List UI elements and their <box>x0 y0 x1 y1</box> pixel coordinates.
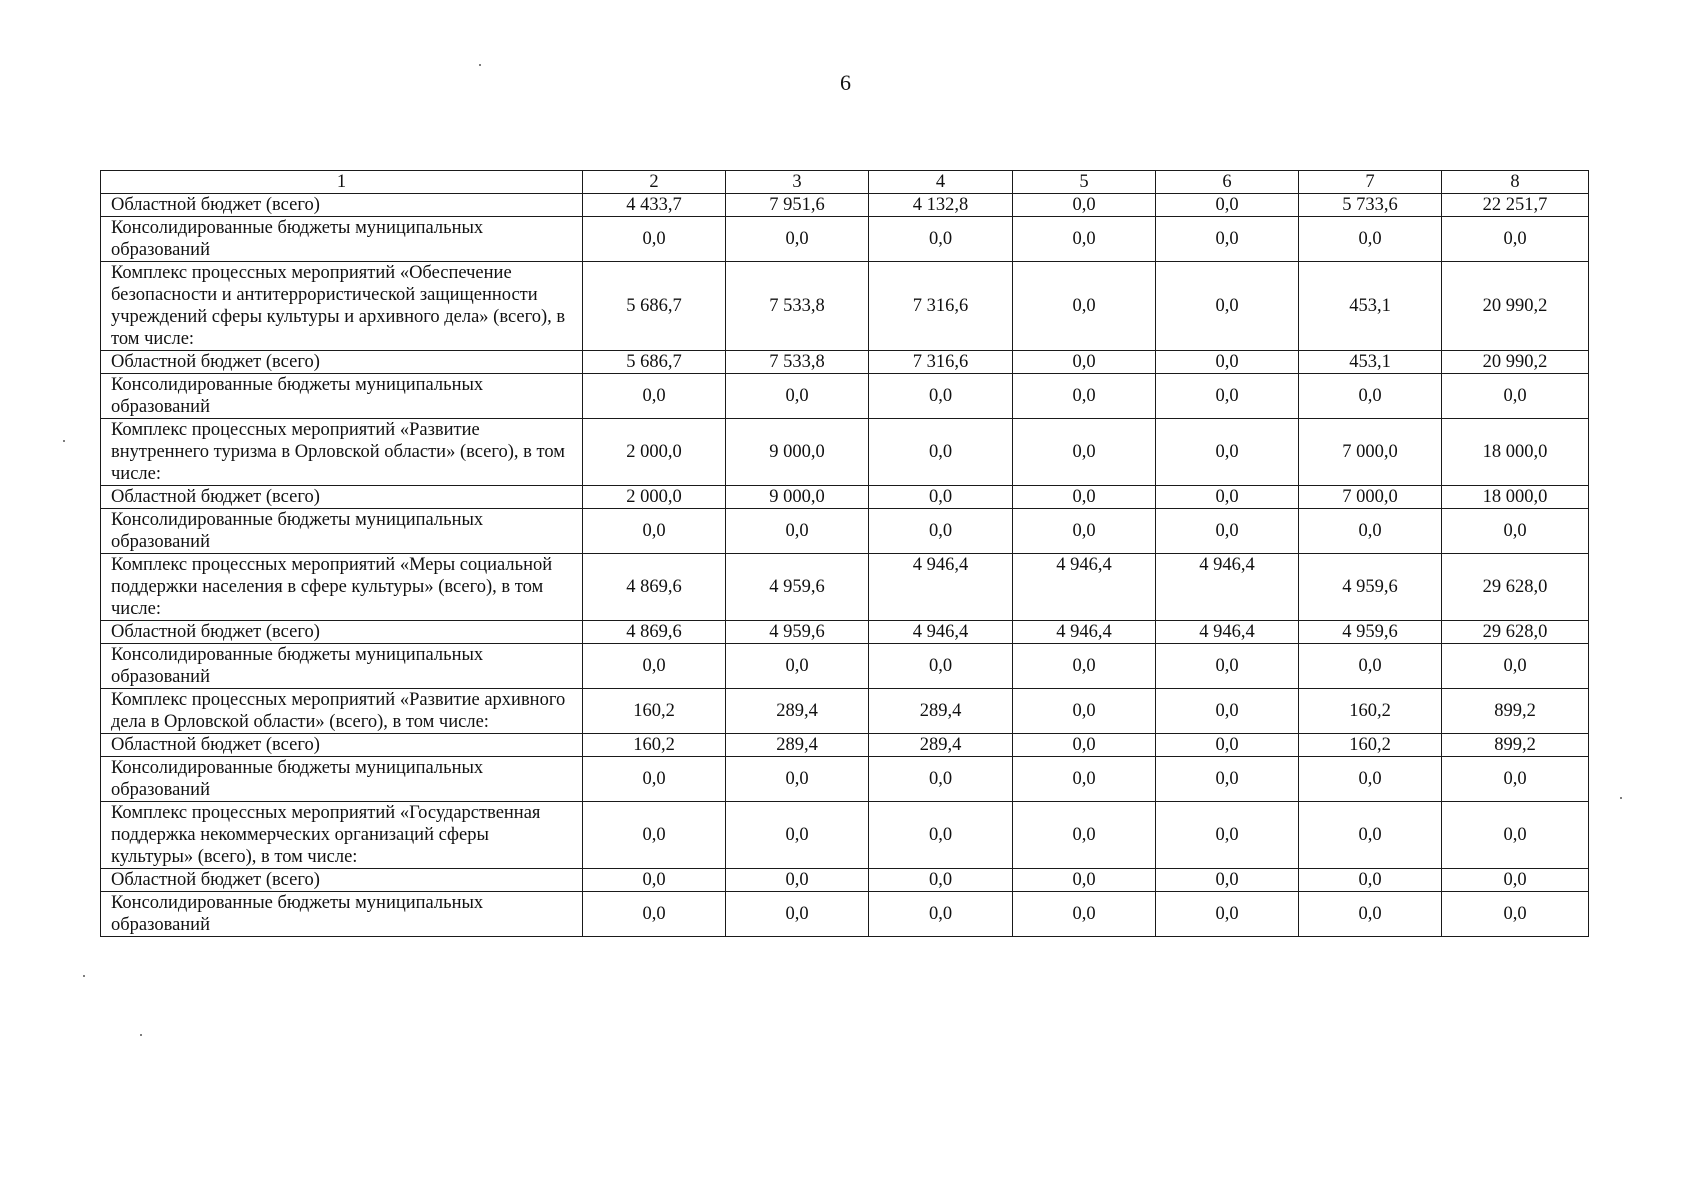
value-cell: 4 959,6 <box>726 554 869 621</box>
value-cell: 0,0 <box>1442 374 1589 419</box>
table-row <box>101 689 1589 734</box>
row-label: Областной бюджет (всего) <box>101 621 583 644</box>
value-cell: 0,0 <box>583 374 726 419</box>
value-cell: 9 000,0 <box>726 419 869 486</box>
value-cell: 0,0 <box>583 509 726 554</box>
value-cell: 0,0 <box>1299 892 1442 937</box>
value-cell: 7 533,8 <box>726 262 869 351</box>
value-cell: 4 946,4 <box>869 554 1013 621</box>
value-cell: 0,0 <box>1156 351 1299 374</box>
value-cell: 0,0 <box>726 892 869 937</box>
value-cell: 18 000,0 <box>1442 486 1589 509</box>
row-label: Областной бюджет (всего) <box>101 351 583 374</box>
column-header: 4 <box>869 171 1013 194</box>
row-label: Комплекс процессных мероприятий «Развитие внутреннего туризма в Орловской области» (всего), в том числе: <box>101 419 583 486</box>
budget-table <box>100 170 1589 937</box>
value-cell: 22 251,7 <box>1442 194 1589 217</box>
value-cell: 0,0 <box>1299 374 1442 419</box>
table-row <box>101 351 1589 374</box>
value-cell: 0,0 <box>869 374 1013 419</box>
value-cell: 453,1 <box>1299 262 1442 351</box>
row-label: Консолидированные бюджеты муниципальных образований <box>101 217 583 262</box>
table-row <box>101 757 1589 802</box>
table-row <box>101 621 1589 644</box>
value-cell: 0,0 <box>1013 194 1156 217</box>
value-cell: 0,0 <box>869 509 1013 554</box>
value-cell: 0,0 <box>583 644 726 689</box>
row-label: Областной бюджет (всего) <box>101 734 583 757</box>
table-row <box>101 217 1589 262</box>
column-header: 2 <box>583 171 726 194</box>
value-cell: 0,0 <box>1156 374 1299 419</box>
value-cell: 0,0 <box>1013 419 1156 486</box>
value-cell: 20 990,2 <box>1442 262 1589 351</box>
row-label: Комплекс процессных мероприятий «Обеспечение безопасности и антитеррористической защищенности учреждений сферы культуры и архивного дела» (всего), в том числе: <box>101 262 583 351</box>
value-cell: 0,0 <box>1013 509 1156 554</box>
value-cell: 289,4 <box>726 689 869 734</box>
value-cell: 899,2 <box>1442 734 1589 757</box>
value-cell: 0,0 <box>1299 644 1442 689</box>
value-cell: 0,0 <box>869 486 1013 509</box>
value-cell: 0,0 <box>1156 802 1299 869</box>
value-cell: 7 951,6 <box>726 194 869 217</box>
value-cell: 4 946,4 <box>1013 554 1156 621</box>
table-row <box>101 486 1589 509</box>
value-cell: 0,0 <box>1013 757 1156 802</box>
value-cell: 0,0 <box>1013 734 1156 757</box>
table-row <box>101 644 1589 689</box>
value-cell: 0,0 <box>869 217 1013 262</box>
value-cell: 0,0 <box>1013 802 1156 869</box>
value-cell: 0,0 <box>726 217 869 262</box>
value-cell: 0,0 <box>1442 892 1589 937</box>
row-label: Консолидированные бюджеты муниципальных образований <box>101 644 583 689</box>
table-row <box>101 554 1589 621</box>
value-cell: 0,0 <box>1013 869 1156 892</box>
row-label: Комплекс процессных мероприятий «Государственная поддержка некоммерческих организаций сферы культуры» (всего), в том числе: <box>101 802 583 869</box>
value-cell: 20 990,2 <box>1442 351 1589 374</box>
value-cell: 29 628,0 <box>1442 621 1589 644</box>
value-cell: 4 959,6 <box>726 621 869 644</box>
value-cell: 0,0 <box>1013 217 1156 262</box>
value-cell: 0,0 <box>1013 351 1156 374</box>
value-cell: 7 000,0 <box>1299 486 1442 509</box>
value-cell: 0,0 <box>583 892 726 937</box>
value-cell: 0,0 <box>1442 509 1589 554</box>
value-cell: 4 869,6 <box>583 554 726 621</box>
value-cell: 0,0 <box>1299 217 1442 262</box>
value-cell: 4 959,6 <box>1299 621 1442 644</box>
table-row <box>101 194 1589 217</box>
value-cell: 0,0 <box>1442 757 1589 802</box>
value-cell: 0,0 <box>869 802 1013 869</box>
value-cell: 4 946,4 <box>869 621 1013 644</box>
value-cell: 0,0 <box>1299 509 1442 554</box>
value-cell: 289,4 <box>726 734 869 757</box>
value-cell: 0,0 <box>726 802 869 869</box>
value-cell: 0,0 <box>1013 262 1156 351</box>
value-cell: 0,0 <box>1156 734 1299 757</box>
value-cell: 4 869,6 <box>583 621 726 644</box>
value-cell: 0,0 <box>583 757 726 802</box>
column-header: 7 <box>1299 171 1442 194</box>
value-cell: 4 132,8 <box>869 194 1013 217</box>
row-label: Областной бюджет (всего) <box>101 194 583 217</box>
value-cell: 2 000,0 <box>583 419 726 486</box>
table-header-row <box>101 171 1589 194</box>
value-cell: 0,0 <box>869 869 1013 892</box>
column-header: 8 <box>1442 171 1589 194</box>
value-cell: 0,0 <box>726 757 869 802</box>
value-cell: 160,2 <box>1299 689 1442 734</box>
value-cell: 4 959,6 <box>1299 554 1442 621</box>
row-label: Областной бюджет (всего) <box>101 869 583 892</box>
row-label: Консолидированные бюджеты муниципальных образований <box>101 757 583 802</box>
value-cell: 0,0 <box>869 644 1013 689</box>
value-cell: 4 946,4 <box>1156 621 1299 644</box>
value-cell: 0,0 <box>1013 892 1156 937</box>
table-row <box>101 419 1589 486</box>
value-cell: 0,0 <box>726 509 869 554</box>
page-number: 6 <box>840 70 851 95</box>
value-cell: 0,0 <box>583 869 726 892</box>
value-cell: 160,2 <box>1299 734 1442 757</box>
row-label: Консолидированные бюджеты муниципальных образований <box>101 892 583 937</box>
value-cell: 7 316,6 <box>869 351 1013 374</box>
value-cell: 0,0 <box>1156 419 1299 486</box>
value-cell: 160,2 <box>583 689 726 734</box>
value-cell: 0,0 <box>726 374 869 419</box>
value-cell: 7 533,8 <box>726 351 869 374</box>
value-cell: 0,0 <box>1156 869 1299 892</box>
value-cell: 0,0 <box>1442 644 1589 689</box>
value-cell: 0,0 <box>1156 892 1299 937</box>
value-cell: 0,0 <box>1013 486 1156 509</box>
value-cell: 0,0 <box>583 217 726 262</box>
value-cell: 899,2 <box>1442 689 1589 734</box>
value-cell: 0,0 <box>1156 486 1299 509</box>
table-row <box>101 802 1589 869</box>
value-cell: 0,0 <box>1299 869 1442 892</box>
value-cell: 0,0 <box>1156 757 1299 802</box>
value-cell: 0,0 <box>869 419 1013 486</box>
table-row <box>101 509 1589 554</box>
value-cell: 2 000,0 <box>583 486 726 509</box>
value-cell: 0,0 <box>726 869 869 892</box>
value-cell: 18 000,0 <box>1442 419 1589 486</box>
value-cell: 0,0 <box>1156 217 1299 262</box>
value-cell: 5 733,6 <box>1299 194 1442 217</box>
column-header: 3 <box>726 171 869 194</box>
value-cell: 0,0 <box>1156 194 1299 217</box>
row-label: Областной бюджет (всего) <box>101 486 583 509</box>
value-cell: 0,0 <box>869 892 1013 937</box>
table-row <box>101 262 1589 351</box>
value-cell: 0,0 <box>1156 509 1299 554</box>
value-cell: 160,2 <box>583 734 726 757</box>
value-cell: 0,0 <box>1299 802 1442 869</box>
value-cell: 4 946,4 <box>1013 621 1156 644</box>
value-cell: 5 686,7 <box>583 351 726 374</box>
value-cell: 7 000,0 <box>1299 419 1442 486</box>
value-cell: 0,0 <box>1013 374 1156 419</box>
table-row <box>101 374 1589 419</box>
row-label: Комплекс процессных мероприятий «Меры социальной поддержки населения в сфере культуры» (всего), в том числе: <box>101 554 583 621</box>
row-label: Комплекс процессных мероприятий «Развитие архивного дела в Орловской области» (всего), в том числе: <box>101 689 583 734</box>
value-cell: 7 316,6 <box>869 262 1013 351</box>
value-cell: 0,0 <box>1156 689 1299 734</box>
value-cell: 29 628,0 <box>1442 554 1589 621</box>
value-cell: 453,1 <box>1299 351 1442 374</box>
value-cell: 0,0 <box>869 757 1013 802</box>
value-cell: 9 000,0 <box>726 486 869 509</box>
value-cell: 0,0 <box>1442 869 1589 892</box>
column-header: 5 <box>1013 171 1156 194</box>
column-header: 1 <box>101 171 583 194</box>
row-label: Консолидированные бюджеты муниципальных образований <box>101 509 583 554</box>
column-header: 6 <box>1156 171 1299 194</box>
table-row <box>101 869 1589 892</box>
value-cell: 0,0 <box>726 644 869 689</box>
value-cell: 0,0 <box>583 802 726 869</box>
value-cell: 289,4 <box>869 689 1013 734</box>
value-cell: 4 433,7 <box>583 194 726 217</box>
value-cell: 289,4 <box>869 734 1013 757</box>
value-cell: 0,0 <box>1013 644 1156 689</box>
value-cell: 0,0 <box>1442 217 1589 262</box>
value-cell: 0,0 <box>1156 644 1299 689</box>
value-cell: 4 946,4 <box>1156 554 1299 621</box>
value-cell: 5 686,7 <box>583 262 726 351</box>
value-cell: 0,0 <box>1013 689 1156 734</box>
row-label: Консолидированные бюджеты муниципальных образований <box>101 374 583 419</box>
value-cell: 0,0 <box>1442 802 1589 869</box>
value-cell: 0,0 <box>1299 757 1442 802</box>
table-row <box>101 892 1589 937</box>
value-cell: 0,0 <box>1156 262 1299 351</box>
table-row <box>101 734 1589 757</box>
